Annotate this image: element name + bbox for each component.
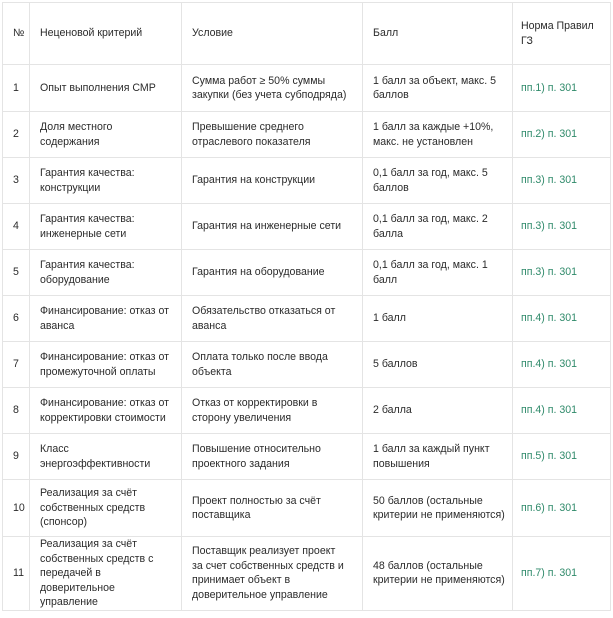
row-number: 3 xyxy=(3,158,30,204)
criterion-cell: Гарантия качества: оборудование xyxy=(30,250,182,296)
header-criterion: Неценовой критерий xyxy=(30,3,182,65)
score-cell: 1 балл xyxy=(363,296,513,342)
norm-reference-link[interactable]: пп.7) п. 301 xyxy=(513,537,611,611)
table-row xyxy=(3,112,611,158)
norm-reference-link[interactable]: пп.3) п. 301 xyxy=(513,250,611,296)
norm-reference-link[interactable]: пп.3) п. 301 xyxy=(513,158,611,204)
norm-reference-link[interactable]: пп.4) п. 301 xyxy=(513,296,611,342)
condition-cell: Превышение среднего отраслевого показателя xyxy=(182,112,363,158)
table-row xyxy=(3,342,611,388)
row-number: 5 xyxy=(3,250,30,296)
table-body xyxy=(3,65,611,611)
norm-reference-link[interactable]: пп.1) п. 301 xyxy=(513,65,611,112)
score-cell: 48 баллов (остальные критерии не применяются) xyxy=(363,537,513,611)
condition-cell: Гарантия на инженерные сети xyxy=(182,204,363,250)
header-norm: Норма Правил ГЗ xyxy=(513,3,611,65)
score-cell: 50 баллов (остальные критерии не применяются) xyxy=(363,480,513,537)
score-cell: 0,1 балл за год, макс. 1 балл xyxy=(363,250,513,296)
criterion-cell: Финансирование: отказ от корректировки стоимости xyxy=(30,388,182,434)
row-number: 1 xyxy=(3,65,30,112)
score-cell: 2 балла xyxy=(363,388,513,434)
table-row xyxy=(3,204,611,250)
criterion-cell: Финансирование: отказ от промежуточной оплаты xyxy=(30,342,182,388)
condition-cell: Отказ от корректировки в сторону увеличения xyxy=(182,388,363,434)
criterion-cell: Доля местного содержания xyxy=(30,112,182,158)
row-number: 8 xyxy=(3,388,30,434)
score-cell: 0,1 балл за год, макс. 2 балла xyxy=(363,204,513,250)
condition-cell: Поставщик реализует проект за счет собственных средств и принимает объект в доверительное управление xyxy=(182,537,363,611)
condition-cell: Гарантия на оборудование xyxy=(182,250,363,296)
table-row xyxy=(3,480,611,537)
criteria-table xyxy=(2,2,611,611)
table-row xyxy=(3,434,611,480)
score-cell: 1 балл за каждые +10%, макс. не установлен xyxy=(363,112,513,158)
criterion-cell: Гарантия качества: инженерные сети xyxy=(30,204,182,250)
norm-reference-link[interactable]: пп.6) п. 301 xyxy=(513,480,611,537)
criterion-cell: Реализация за счёт собственных средств (спонсор) xyxy=(30,480,182,537)
table-row xyxy=(3,65,611,112)
criterion-cell: Опыт выполнения СМР xyxy=(30,65,182,112)
criterion-cell: Класс энергоэффективности xyxy=(30,434,182,480)
score-cell: 1 балл за каждый пункт повышения xyxy=(363,434,513,480)
condition-cell: Сумма работ ≥ 50% суммы закупки (без учета субподряда) xyxy=(182,65,363,112)
header-row xyxy=(3,3,611,65)
row-number: 6 xyxy=(3,296,30,342)
score-cell: 5 баллов xyxy=(363,342,513,388)
condition-cell: Гарантия на конструкции xyxy=(182,158,363,204)
condition-cell: Повышение относительно проектного задания xyxy=(182,434,363,480)
score-cell: 0,1 балл за год, макс. 5 баллов xyxy=(363,158,513,204)
row-number: 9 xyxy=(3,434,30,480)
row-number: 4 xyxy=(3,204,30,250)
condition-cell: Оплата только после ввода объекта xyxy=(182,342,363,388)
table-row xyxy=(3,250,611,296)
table-row xyxy=(3,388,611,434)
condition-cell: Обязательство отказаться от аванса xyxy=(182,296,363,342)
norm-reference-link[interactable]: пп.5) п. 301 xyxy=(513,434,611,480)
norm-reference-link[interactable]: пп.4) п. 301 xyxy=(513,342,611,388)
criterion-cell: Финансирование: отказ от аванса xyxy=(30,296,182,342)
row-number: 7 xyxy=(3,342,30,388)
table-row xyxy=(3,296,611,342)
row-number: 2 xyxy=(3,112,30,158)
row-number: 10 xyxy=(3,480,30,537)
norm-reference-link[interactable]: пп.3) п. 301 xyxy=(513,204,611,250)
condition-cell: Проект полностью за счёт поставщика xyxy=(182,480,363,537)
score-cell: 1 балл за объект, макс. 5 баллов xyxy=(363,65,513,112)
table-row xyxy=(3,158,611,204)
criterion-cell: Реализация за счёт собственных средств с передачей в доверительное управление xyxy=(30,537,182,611)
criterion-cell: Гарантия качества: конструкции xyxy=(30,158,182,204)
header-num: № xyxy=(3,3,30,65)
norm-reference-link[interactable]: пп.2) п. 301 xyxy=(513,112,611,158)
table-row xyxy=(3,537,611,611)
table-header xyxy=(3,3,611,65)
norm-reference-link[interactable]: пп.4) п. 301 xyxy=(513,388,611,434)
header-condition: Условие xyxy=(182,3,363,65)
row-number: 11 xyxy=(3,537,30,611)
header-score: Балл xyxy=(363,3,513,65)
